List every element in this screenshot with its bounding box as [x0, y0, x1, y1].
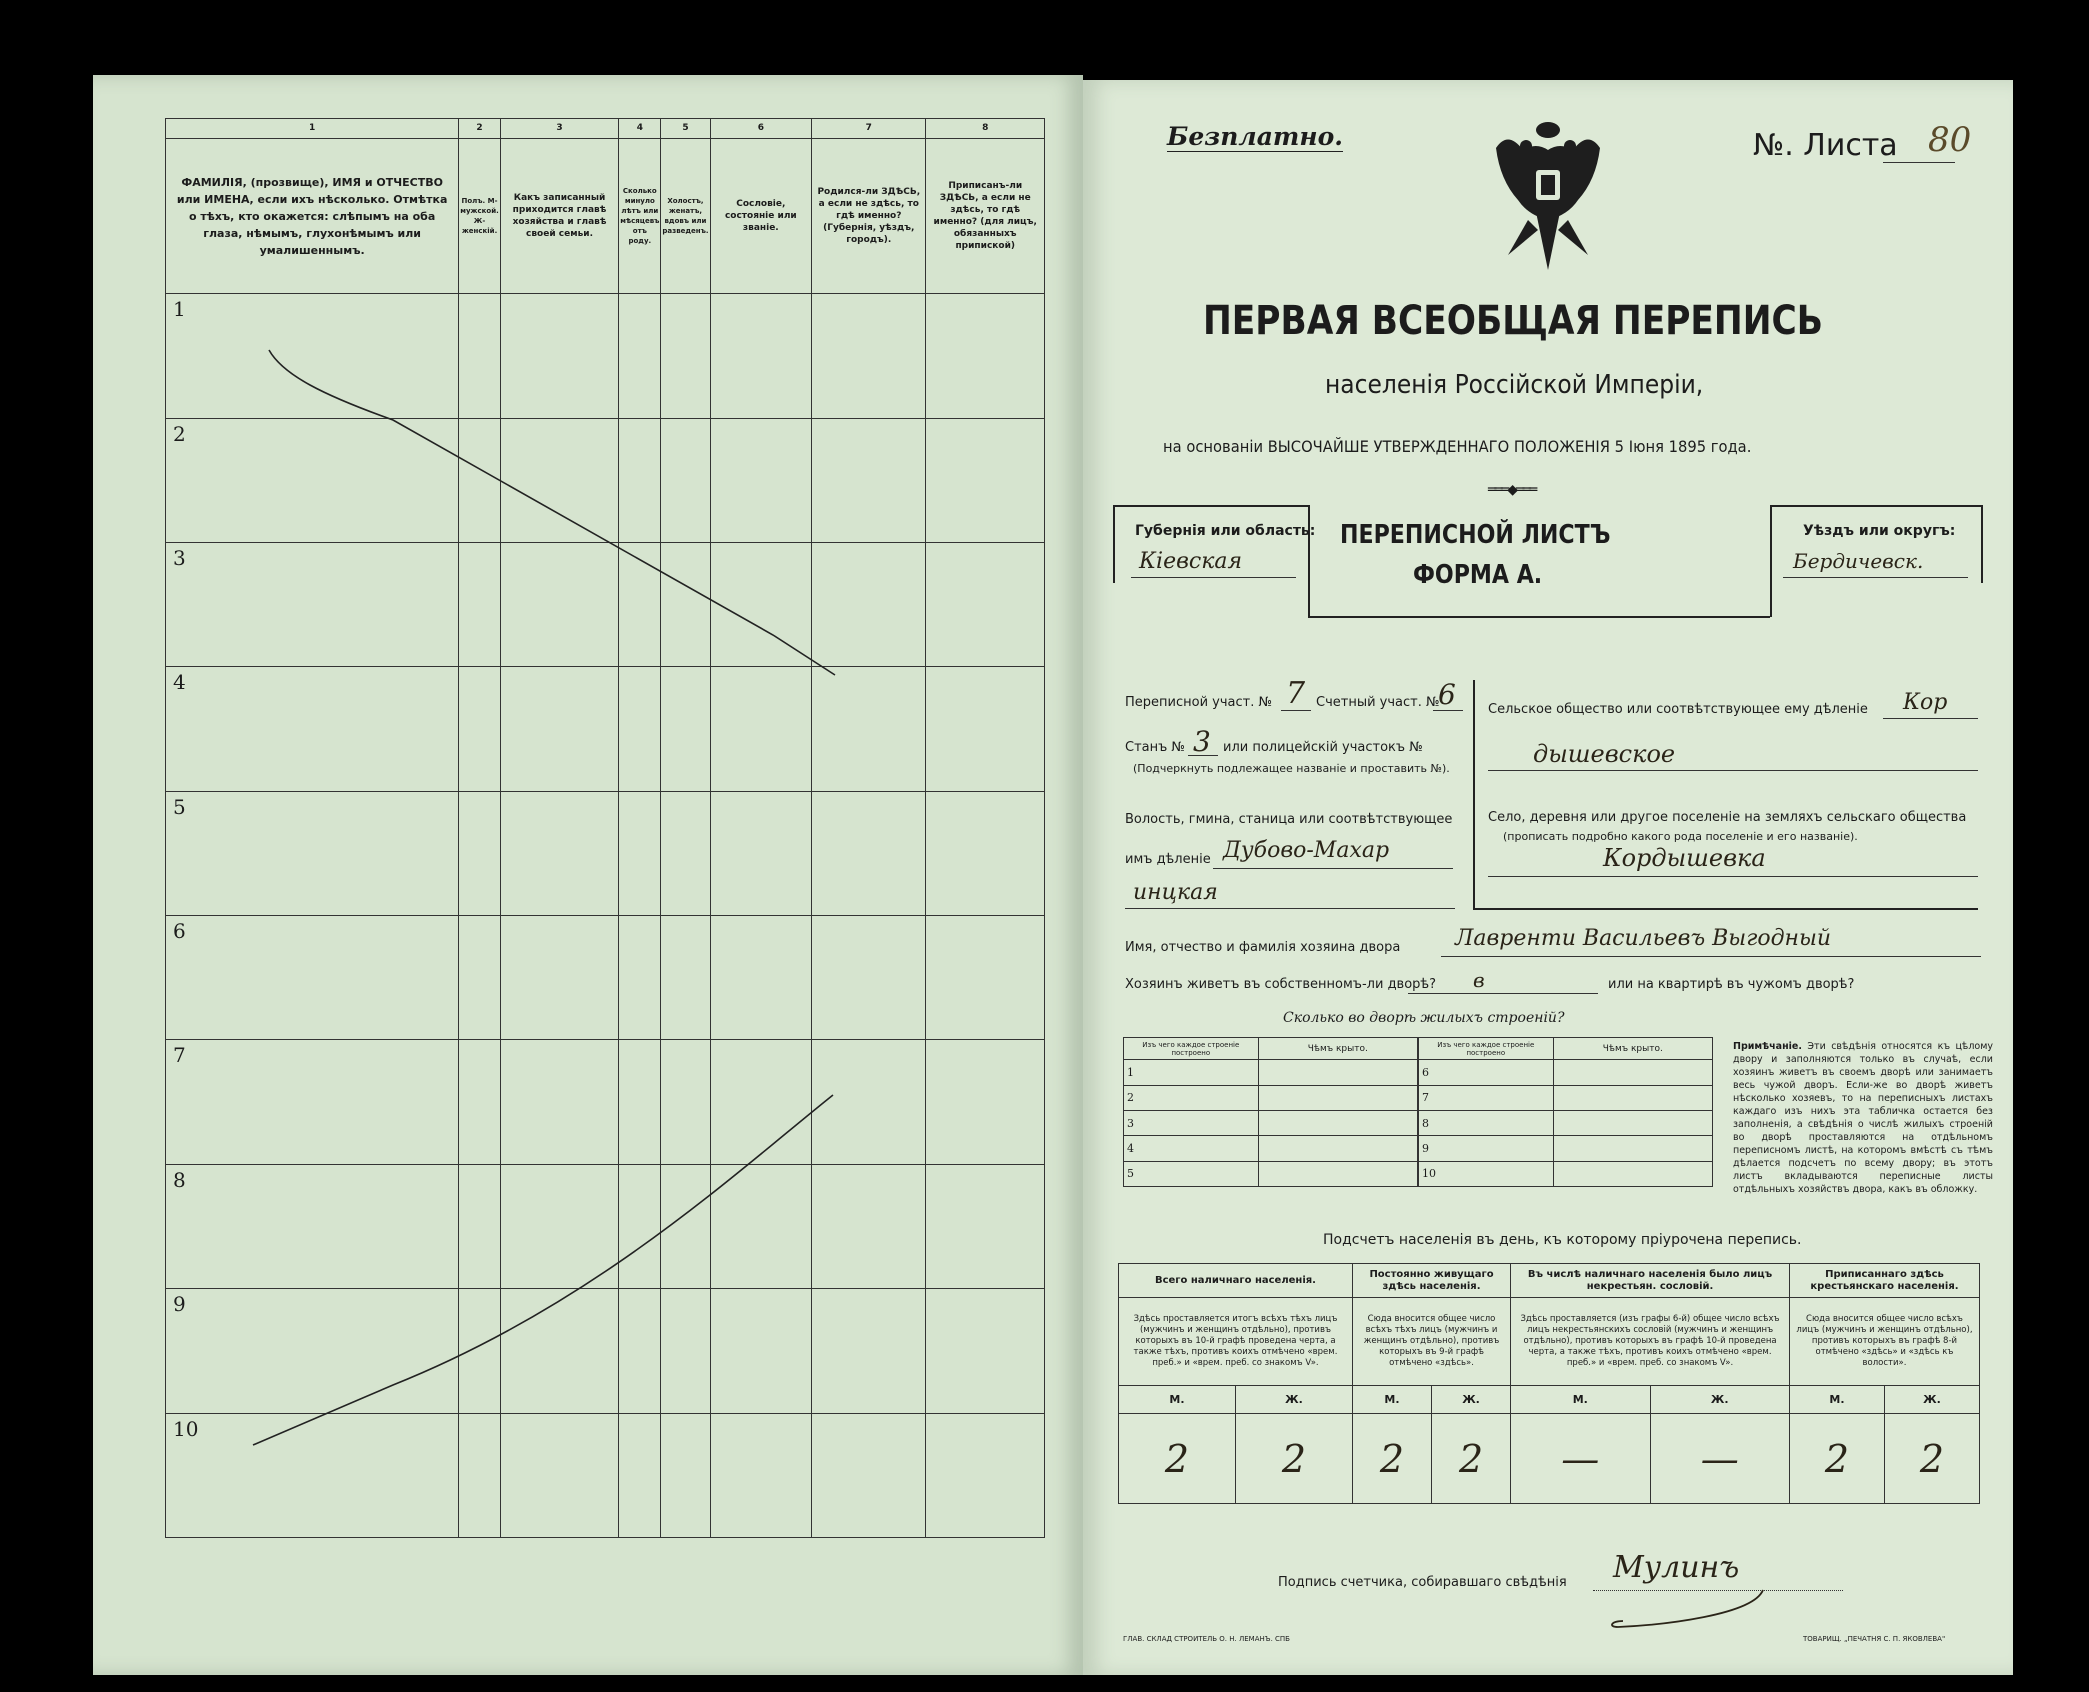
building-row — [1419, 1085, 1713, 1110]
form-subtitle: ФОРМА А. — [1413, 560, 1543, 590]
bld-head-roof-2: Чѣмъ крыто. — [1553, 1038, 1712, 1060]
underline-note: (Подчеркнуть подлежащее названіе и проставить №). — [1133, 762, 1450, 775]
col-num-5: 5 — [661, 119, 710, 139]
summary-value: — — [1511, 1414, 1650, 1504]
village-label: Село, деревня или другое поселеніе на земляхъ сельскаго общества — [1488, 810, 1967, 825]
summary-head-row — [1119, 1264, 1980, 1298]
note-title: Примѣчаніе. — [1733, 1041, 1802, 1052]
village-field — [1488, 876, 1978, 877]
locality-block — [1083, 676, 2013, 960]
row-number: 7 — [173, 1043, 186, 1068]
summary-head: Постоянно живущаго здѣсь населенія. — [1352, 1264, 1510, 1298]
summary-head: Въ числѣ наличнаго населенія было лицъ некрестьян. сословій. — [1511, 1264, 1790, 1298]
free-label: Безплатно. — [1167, 122, 1343, 151]
volost-label-line2: имъ дѣленіе — [1125, 852, 1211, 867]
province-value: Кіевская — [1139, 549, 1243, 574]
sex-label: М. — [1119, 1386, 1236, 1414]
col-num-4: 4 — [619, 119, 661, 139]
row-number: 1 — [173, 297, 186, 322]
building-row-number: 2 — [1124, 1085, 1259, 1110]
building-row — [1419, 1161, 1713, 1186]
province-field — [1131, 577, 1296, 578]
building-row — [1124, 1110, 1418, 1135]
building-roof-cell — [1553, 1060, 1712, 1085]
summary-value-row — [1119, 1414, 1980, 1504]
owner-label: Имя, отчество и фамилія хозяина двора — [1125, 940, 1401, 955]
sex-label: Ж. — [1884, 1386, 1979, 1414]
summary-note: Здѣсь проставляется итогъ всѣхъ тѣхъ лицъ (мужчинъ и женщинъ отдѣльно), противъ которыхъ въ 10-й графѣ проведена черта, а также тѣхъ, противъ коихъ отмѣчено «врем. преб.» и «врем. преб. со знакомъ V». — [1119, 1298, 1353, 1386]
building-row — [1419, 1110, 1713, 1135]
signature-value: Мулинъ — [1613, 1550, 1740, 1585]
col-num-8: 8 — [926, 119, 1045, 139]
count-section-value: 6 — [1438, 678, 1456, 711]
stan-value: 3 — [1193, 725, 1211, 758]
bld-left-rows — [1124, 1060, 1418, 1187]
building-row — [1124, 1161, 1418, 1186]
summary-table — [1118, 1263, 1980, 1504]
buildings-table-right — [1418, 1037, 1713, 1187]
volost-label-line1: Волость, гмина, станица или соотвѣтствующее — [1125, 812, 1453, 827]
volost-value-line1: Дубово-Махар — [1223, 838, 1390, 863]
buildings-label: Сколько во дворѣ жилыхъ строеній? — [1283, 1010, 1565, 1026]
col6-header: Сословіе, состояніе или званіе. — [710, 138, 812, 293]
bld-head-material: Изъ чего каждое строеніе построено — [1124, 1038, 1259, 1060]
building-row-number: 7 — [1419, 1085, 1554, 1110]
rural-field-1 — [1883, 718, 1978, 719]
census-title: ПЕРВАЯ ВСЕОБЩАЯ ПЕРЕПИСЬ — [1203, 298, 1823, 344]
sex-label: М. — [1789, 1386, 1884, 1414]
row-number: 4 — [173, 670, 186, 695]
count-section-label: Счетный участ. № — [1316, 695, 1440, 710]
form-title: ПЕРЕПИСНОЙ ЛИСТЪ — [1340, 520, 1611, 550]
village-note: (прописать подробно какого рода поселеніе и его названіе). — [1503, 830, 1858, 843]
building-roof-cell — [1553, 1161, 1712, 1186]
col4-header: Сколько минуло лѣтъ или мѣсяцевъ отъ роду. — [619, 138, 661, 293]
left-page — [93, 75, 1083, 1675]
building-row-number: 4 — [1124, 1136, 1259, 1161]
note-text: Эти свѣдѣнія относятся къ цѣлому двору и заполняются только въ случаѣ, если хозяинъ живетъ въ своемъ дворѣ или занимаетъ весь чужой дворъ. Если-же во дворѣ живетъ нѣсколько хозяевъ, то на переписныхъ листахъ каждаго изъ нихъ эта табличка остается без заполненія, а свѣдѣнія о числѣ жилыхъ строеній во дворѣ проставляются на отдѣльномъ переписномъ листѣ, на которомъ вмѣстѣ съ тѣмъ дѣлается подсчетъ по всему двору; въ этотъ листъ вкладываются переписные листы отдѣльныхъ хозяйствъ двора, какъ въ обложку. — [1733, 1041, 1993, 1195]
col-num-6: 6 — [710, 119, 812, 139]
building-row-number: 10 — [1419, 1161, 1554, 1186]
summary-head: Всего наличнаго населенія. — [1119, 1264, 1353, 1298]
summary-value: 2 — [1432, 1414, 1511, 1504]
col5-header: Холостъ, женатъ, вдовъ или разведенъ. — [661, 138, 710, 293]
summary-note: Здѣсь проставляется (изъ графы 6-й) общее число всѣхъ лицъ некрестьянскихъ сословій (мужчинъ и женщинъ отдѣльно), противъ которыхъ въ графѣ 10-й проведена черта, а также тѣхъ, противъ коихъ отмѣчено «врем. преб.» и «врем. преб. со знакомъ V». — [1511, 1298, 1790, 1386]
owner-field — [1441, 956, 1981, 957]
stan-label: Станъ № — [1125, 740, 1185, 755]
col1-header: ФАМИЛІЯ, (прозвище), ИМЯ и ОТЧЕСТВО или ИМЕНА, если ихъ нѣсколько. Отмѣтка о тѣхъ, кто окажется: слѣпымъ на оба глаза, нѣмымъ, глухонѣмымъ или умалишеннымъ. — [166, 138, 459, 293]
census-basis: на основаніи ВЫСОЧАЙШЕ УТВЕРЖДЕННАГО ПОЛОЖЕНІЯ 5 Іюня 1895 года. — [1163, 437, 1752, 456]
summary-value: 2 — [1119, 1414, 1236, 1504]
volost-field-1 — [1213, 868, 1453, 869]
row-number: 5 — [173, 794, 186, 819]
rural-field-2 — [1488, 770, 1978, 771]
building-row-number: 9 — [1419, 1136, 1554, 1161]
col-num-7: 7 — [812, 119, 926, 139]
header-box — [1113, 505, 1983, 617]
village-value: Кордышевка — [1603, 844, 1766, 872]
building-row-number: 8 — [1419, 1110, 1554, 1135]
row-number: 2 — [173, 421, 186, 446]
row-number: 9 — [173, 1292, 186, 1317]
summary-sex-row — [1119, 1386, 1980, 1414]
sheet-number-value: 80 — [1928, 120, 1972, 160]
summary-value: 2 — [1884, 1414, 1979, 1504]
own-yard-value: в — [1473, 968, 1485, 992]
district-field — [1783, 577, 1968, 578]
bld-right-rows — [1419, 1060, 1713, 1187]
rent-label: или на квартирѣ въ чужомъ дворѣ? — [1608, 977, 1855, 992]
owner-value: Лавренти Васильевъ Выгодный — [1455, 926, 1832, 951]
building-roof-cell — [1553, 1085, 1712, 1110]
row-number: 3 — [173, 546, 186, 571]
bld-head-material-2: Изъ чего каждое строеніе построено — [1419, 1038, 1554, 1060]
summary-title: Подсчетъ населенія въ день, къ которому пріурочена перепись. — [1323, 1232, 1802, 1248]
col8-header: Приписанъ-ли ЗДѢСЬ, а если не здѣсь, то гдѣ именно? (для лицъ, обязанныхъ припиской) — [926, 138, 1045, 293]
own-yard-field — [1408, 993, 1598, 994]
signature-flourish — [1603, 1585, 1783, 1635]
rural-value-line2: дышевское — [1533, 740, 1676, 768]
census-section-label: Переписной участ. № — [1125, 695, 1272, 710]
summary-note: Сюда вносится общее число всѣхъ тѣхъ лицъ (мужчинъ и женщинъ отдѣльно), противъ которыхъ въ 9-й графѣ отмѣчено «здѣсь». — [1352, 1298, 1510, 1386]
building-row — [1124, 1060, 1418, 1085]
signature-label: Подпись счетчика, собиравшаго свѣдѣнія — [1278, 1575, 1567, 1590]
police-label: или полицейскій участокъ № — [1223, 740, 1423, 755]
building-roof-cell — [1258, 1085, 1417, 1110]
building-roof-cell — [1258, 1136, 1417, 1161]
summary-note: Сюда вносится общее число всѣхъ лицъ (мужчинъ и женщинъ отдѣльно), противъ которыхъ въ графѣ 8-й отмѣчено «здѣсь» и «здѣсь къ волости». — [1789, 1298, 1979, 1386]
cross-out-strokes — [93, 75, 1083, 1675]
summary-value: — — [1650, 1414, 1789, 1504]
summary-note-row — [1119, 1298, 1980, 1386]
province-label: Губернія или область: — [1135, 523, 1316, 539]
building-roof-cell — [1258, 1060, 1417, 1085]
building-row-number: 3 — [1124, 1110, 1259, 1135]
printer-left: ГЛАВ. СКЛАД СТРОИТЕЛЬ О. Н. ЛЕМАНЪ. СПБ — [1123, 1635, 1290, 1643]
building-row — [1124, 1085, 1418, 1110]
printer-right: ТОВАРИЩ. „ПЕЧАТНЯ С. П. ЯКОВЛЕВА" — [1803, 1635, 1946, 1643]
building-row — [1419, 1136, 1713, 1161]
row-number: 8 — [173, 1167, 186, 1192]
sheet-number-field — [1883, 162, 1955, 163]
district-label: Уѣздъ или округъ: — [1803, 523, 1956, 539]
col-num-3: 3 — [500, 119, 618, 139]
col7-header: Родился-ли ЗДѢСЬ, а если не здѣсь, то гдѣ именно? (Губернія, уѣздъ, городъ). — [812, 138, 926, 293]
rural-value-line1: Кор — [1903, 690, 1948, 715]
ornament-divider: ═══◆═══ — [1488, 482, 1536, 498]
bld-head-roof: Чѣмъ крыто. — [1258, 1038, 1417, 1060]
building-row — [1124, 1136, 1418, 1161]
double-headed-eagle-emblem — [1488, 120, 1608, 270]
building-row-number: 1 — [1124, 1060, 1259, 1085]
building-roof-cell — [1553, 1110, 1712, 1135]
own-yard-label: Хозяинъ живетъ въ собственномъ-ли дворѣ? — [1125, 977, 1437, 992]
sex-label: Ж. — [1650, 1386, 1789, 1414]
building-roof-cell — [1258, 1110, 1417, 1135]
sex-label: Ж. — [1235, 1386, 1352, 1414]
col-num-2: 2 — [459, 119, 501, 139]
col3-header: Какъ записанный приходится главѣ хозяйства и главѣ своей семьи. — [500, 138, 618, 293]
building-row-number: 5 — [1124, 1161, 1259, 1186]
row-number: 10 — [173, 1416, 199, 1441]
census-subtitle: населенія Россійской Имперіи, — [1325, 370, 1704, 400]
sex-label: М. — [1511, 1386, 1650, 1414]
buildings-table-left — [1123, 1037, 1418, 1187]
buildings-note — [1733, 1040, 1993, 1196]
col2-header: Полъ. М-мужской. Ж-женскій. — [459, 138, 501, 293]
sex-label: Ж. — [1432, 1386, 1511, 1414]
district-value: Бердичевск. — [1793, 549, 1924, 573]
row-number: 6 — [173, 919, 186, 944]
building-roof-cell — [1553, 1136, 1712, 1161]
volost-value-line2: инцкая — [1133, 880, 1218, 905]
building-row — [1419, 1060, 1713, 1085]
summary-head: Приписаннаго здѣсь крестьянскаго населенія. — [1789, 1264, 1979, 1298]
col-num-1: 1 — [166, 119, 459, 139]
sheet-number-label: №. Листа — [1753, 128, 1898, 163]
sex-label: М. — [1352, 1386, 1431, 1414]
summary-value: 2 — [1352, 1414, 1431, 1504]
census-section-value: 7 — [1286, 676, 1306, 711]
summary-value: 2 — [1789, 1414, 1884, 1504]
summary-value: 2 — [1235, 1414, 1352, 1504]
right-page — [1083, 80, 2013, 1675]
rural-society-label: Сельское общество или соотвѣтствующее ему дѣленіе — [1488, 702, 1868, 717]
building-roof-cell — [1258, 1161, 1417, 1186]
building-row-number: 6 — [1419, 1060, 1554, 1085]
volost-field-2 — [1125, 908, 1455, 909]
